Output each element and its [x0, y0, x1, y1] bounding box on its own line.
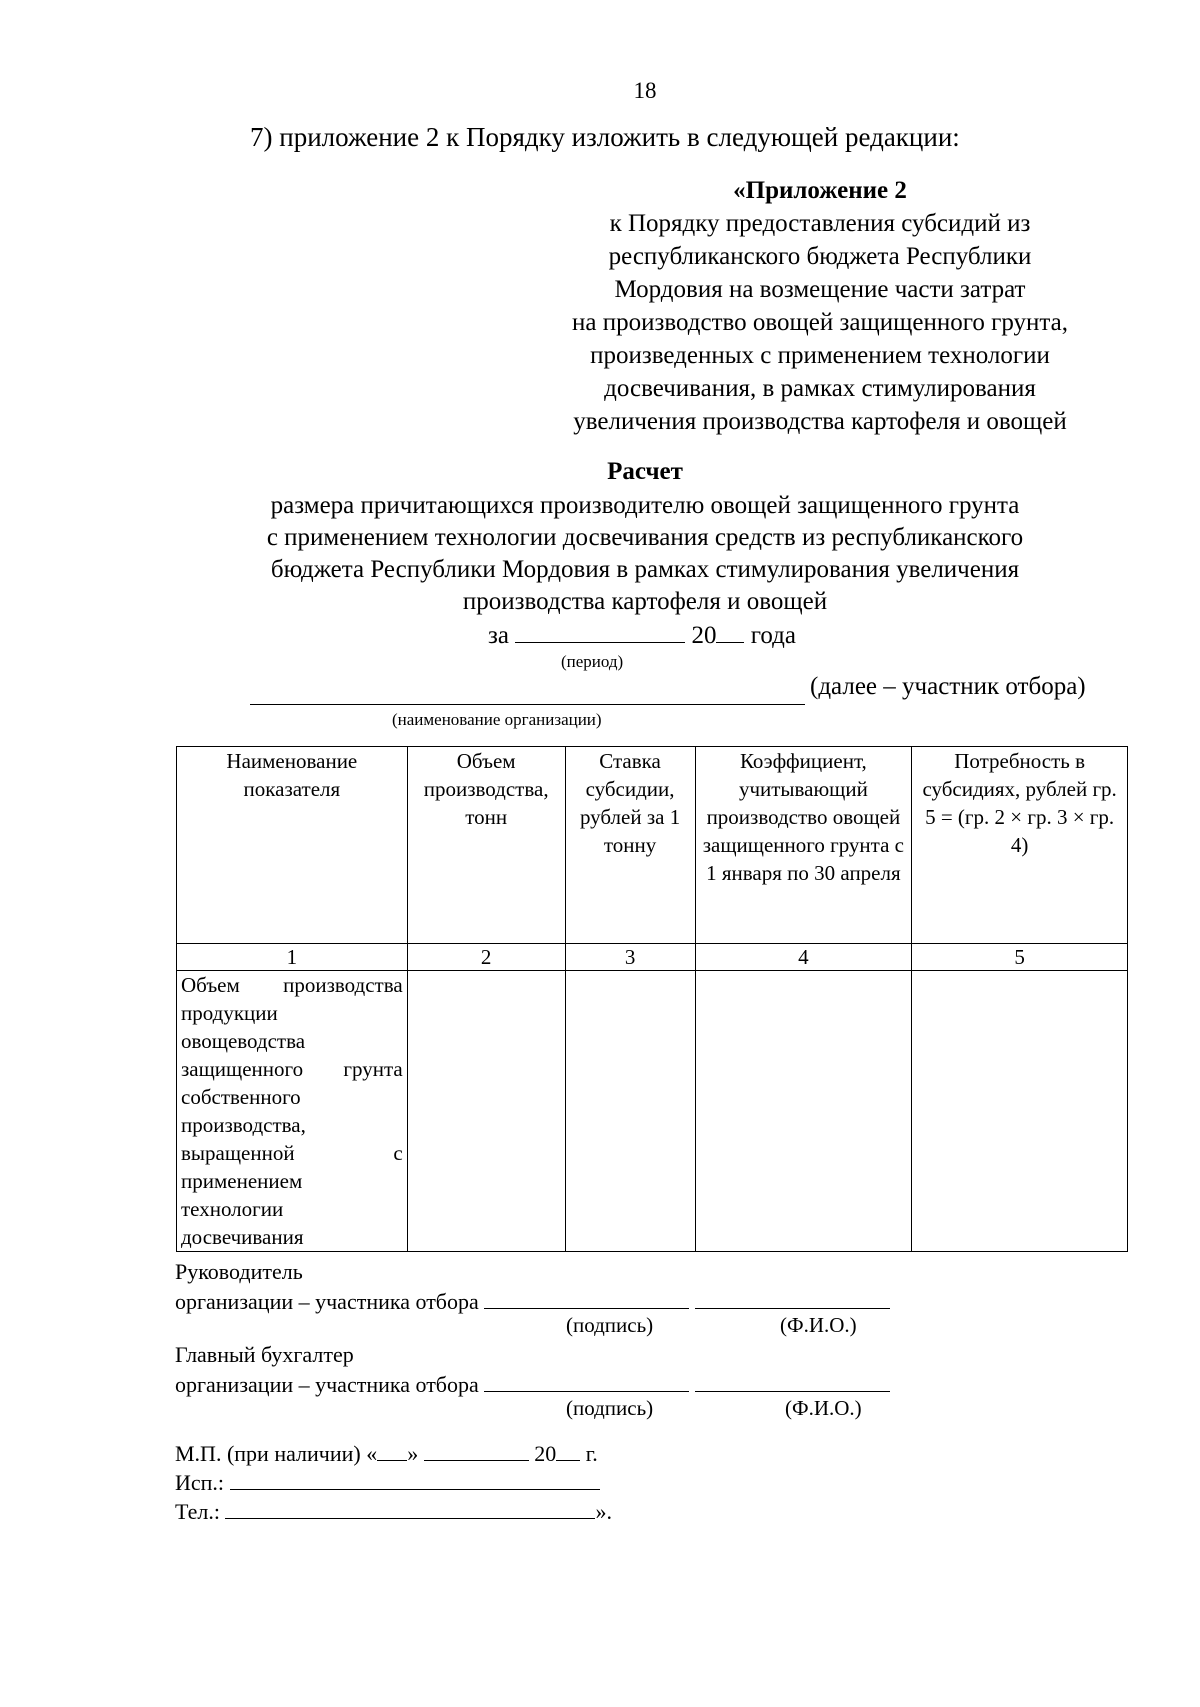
- cell-volume[interactable]: [407, 971, 565, 1252]
- stamp-line: [175, 1438, 598, 1468]
- stamp-day-blank[interactable]: [377, 1438, 407, 1461]
- head-org-label: организации – участника отбора: [175, 1289, 479, 1314]
- appendix-line: республиканского бюджета Республики: [608, 243, 1032, 270]
- page-number: 18: [633, 78, 657, 103]
- organization-blank[interactable]: [250, 678, 805, 705]
- cell-rate[interactable]: [565, 971, 695, 1252]
- column-number: 4: [695, 944, 912, 971]
- organization-suffix: (далее – участник отбора): [810, 673, 1086, 700]
- cell-need[interactable]: [912, 971, 1128, 1252]
- stamp-quote-close: »: [407, 1441, 419, 1466]
- year-prefix: 20: [691, 622, 717, 649]
- subsidy-table: [176, 746, 1128, 1252]
- year-suffix: года: [750, 622, 796, 649]
- calculation-line: бюджета Республики Мордовия в рамках стимулирования увеличения: [270, 556, 1020, 583]
- row-label: Объем производства продукции овощеводства защищенного грунта собственного производства, выращенной с применением технологии досвечивания: [177, 971, 408, 1252]
- period-caption: (период): [561, 652, 624, 671]
- executor-label: Исп.:: [175, 1470, 225, 1495]
- closing-quote: ».: [595, 1499, 612, 1524]
- accountant-signature-block: [175, 1341, 890, 1399]
- calculation-subtitle: [150, 490, 1140, 618]
- appendix-line: досвечивания, в рамках стимулирования: [604, 375, 1036, 402]
- header-indicator: Наименование показателя: [177, 747, 408, 944]
- appendix-title: «Приложение 2: [733, 177, 907, 204]
- appendix-line: на производство овощей защищенного грунта,: [572, 309, 1068, 336]
- appendix-line: к Порядку предоставления субсидий из: [609, 210, 1031, 237]
- head-signature-block: [175, 1258, 890, 1316]
- appendix-line: Мордовия на возмещение части затрат: [614, 276, 1026, 303]
- phone-label: Тел.:: [175, 1499, 220, 1524]
- accountant-name-blank[interactable]: [695, 1369, 890, 1392]
- appendix-header: [520, 174, 1120, 438]
- calculation-line: производства картофеля и овощей: [462, 588, 828, 615]
- head-name-caption: (Ф.И.О.): [780, 1313, 857, 1337]
- period-line: [488, 620, 796, 650]
- accountant-signature-blank[interactable]: [484, 1369, 689, 1392]
- period-blank[interactable]: [515, 620, 685, 643]
- column-number: 1: [177, 944, 408, 971]
- head-signature-blank[interactable]: [484, 1286, 689, 1309]
- accountant-org: [175, 1369, 890, 1399]
- period-prefix: за: [488, 622, 509, 649]
- table-header-row: [177, 747, 1128, 944]
- calculation-line: с применением технологии досвечивания средств из республиканского: [266, 524, 1024, 551]
- header-rate: Ставка субсидии, рублей за 1 тонну: [565, 747, 695, 944]
- executor-line: [175, 1467, 600, 1497]
- stamp-month-blank[interactable]: [424, 1438, 529, 1461]
- appendix-line: произведенных с применением технологии: [590, 342, 1050, 369]
- year-blank[interactable]: [716, 620, 744, 643]
- appendix-line: увеличения производства картофеля и овощей: [573, 408, 1067, 435]
- executor-blank[interactable]: [230, 1467, 600, 1490]
- column-numbers-row: [177, 944, 1128, 971]
- header-coefficient: Коэффициент, учитывающий производство овощей защищенного грунта с 1 января по 30 апреля: [695, 747, 912, 944]
- head-signature-caption: (подпись): [566, 1313, 654, 1337]
- header-need: Потребность в субсидиях, рублей гр. 5 = (гр. 2 × гр. 3 × гр. 4): [912, 747, 1128, 944]
- table-row: [177, 971, 1128, 1252]
- calculation-title: Расчет: [607, 458, 683, 485]
- accountant-title: Главный бухгалтер: [175, 1342, 354, 1367]
- accountant-signature-caption: (подпись): [566, 1396, 654, 1420]
- head-org: [175, 1286, 890, 1316]
- amendment-text: 7) приложение 2 к Порядку изложить в следующей редакции:: [250, 122, 960, 152]
- accountant-name-caption: (Ф.И.О.): [785, 1396, 862, 1420]
- phone-line: [175, 1496, 612, 1526]
- head-title: Руководитель: [175, 1259, 303, 1284]
- stamp-year-suffix: г.: [585, 1441, 598, 1466]
- organization-caption: (наименование организации): [392, 710, 602, 729]
- phone-blank[interactable]: [225, 1496, 595, 1519]
- column-number: 3: [565, 944, 695, 971]
- stamp-year-blank[interactable]: [556, 1438, 580, 1461]
- column-number: 2: [407, 944, 565, 971]
- column-number: 5: [912, 944, 1128, 971]
- head-name-blank[interactable]: [695, 1286, 890, 1309]
- cell-coefficient[interactable]: [695, 971, 912, 1252]
- stamp-year: 20: [534, 1441, 557, 1466]
- calculation-line: размера причитающихся производителю овощей защищенного грунта: [270, 492, 1020, 519]
- header-volume: Объем производства, тонн: [407, 747, 565, 944]
- accountant-org-label: организации – участника отбора: [175, 1372, 479, 1397]
- stamp-prefix: М.П. (при наличии) «: [175, 1441, 378, 1466]
